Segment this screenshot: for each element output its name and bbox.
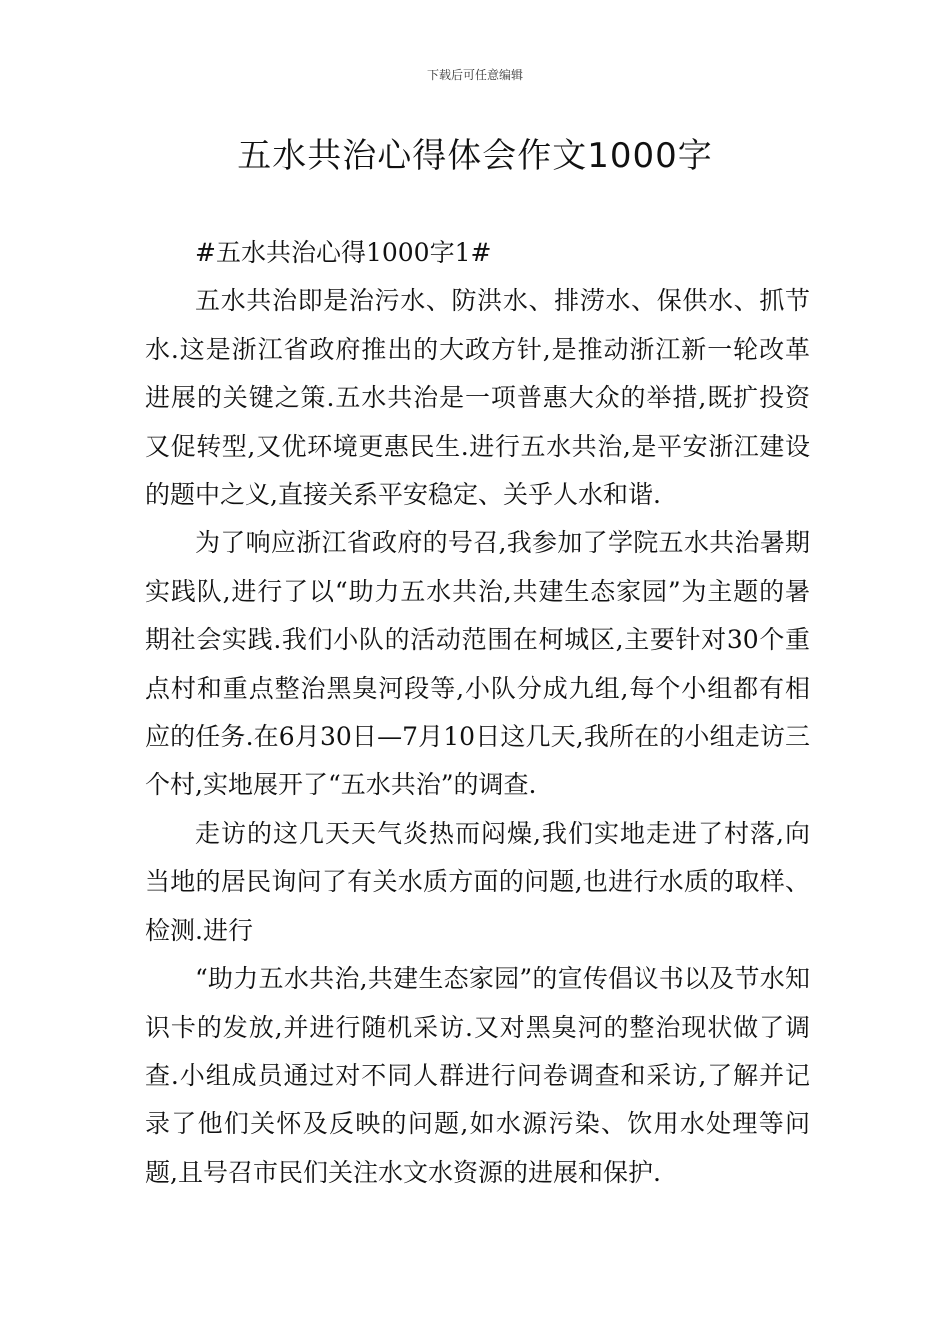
- paragraph: “助力五水共治,共建生态家园”的宣传倡议书以及节水知识卡的发放,并进行随机采访.又对黑臭河的整治现状做了调查.小组成员通过对不同人群进行问卷调查和采访,了解并记录了他们关怀及反映的问题,如水源污染、饮用水处理等问题,且号召市民们关注水文水资源的进展和保护.: [145, 964, 810, 1187]
- paragraph: 为了响应浙江省政府的号召,我参加了学院五水共治暑期实践队,进行了以“助力五水共治,共建生态家园”为主题的暑期社会实践.我们小队的活动范围在柯城区,主要针对30个重点村和重点整治黑臭河段等,小队分成九组,每个小组都有相应的任务.在6月30日—7月10日这几天,我所在的小组走访三个村,实地展开了“五水共治”的调查.: [145, 528, 810, 800]
- document-title: 五水共治心得体会作文1000字: [237, 136, 713, 176]
- paragraph: 五水共治即是治污水、防洪水、排涝水、保供水、抓节水.这是浙江省政府推出的大政方针,是推动浙江新一轮改革进展的关键之策.五水共治是一项普惠大众的举措,既扩投资又促转型,又优环境更惠民生.进行五水共治,是平安浙江建设的题中之义,直接关系平安稳定、关乎人水和谐.: [145, 286, 810, 510]
- document-body: [145, 229, 810, 1197]
- section-heading: #五水共治心得1000字1#: [195, 238, 492, 267]
- paragraph: 走访的这几天天气炎热而闷燥,我们实地走进了村落,向当地的居民询问了有关水质方面的问题,也进行水质的取样、检测.进行: [145, 818, 810, 945]
- page-header: 下载后可任意编辑: [426, 68, 523, 82]
